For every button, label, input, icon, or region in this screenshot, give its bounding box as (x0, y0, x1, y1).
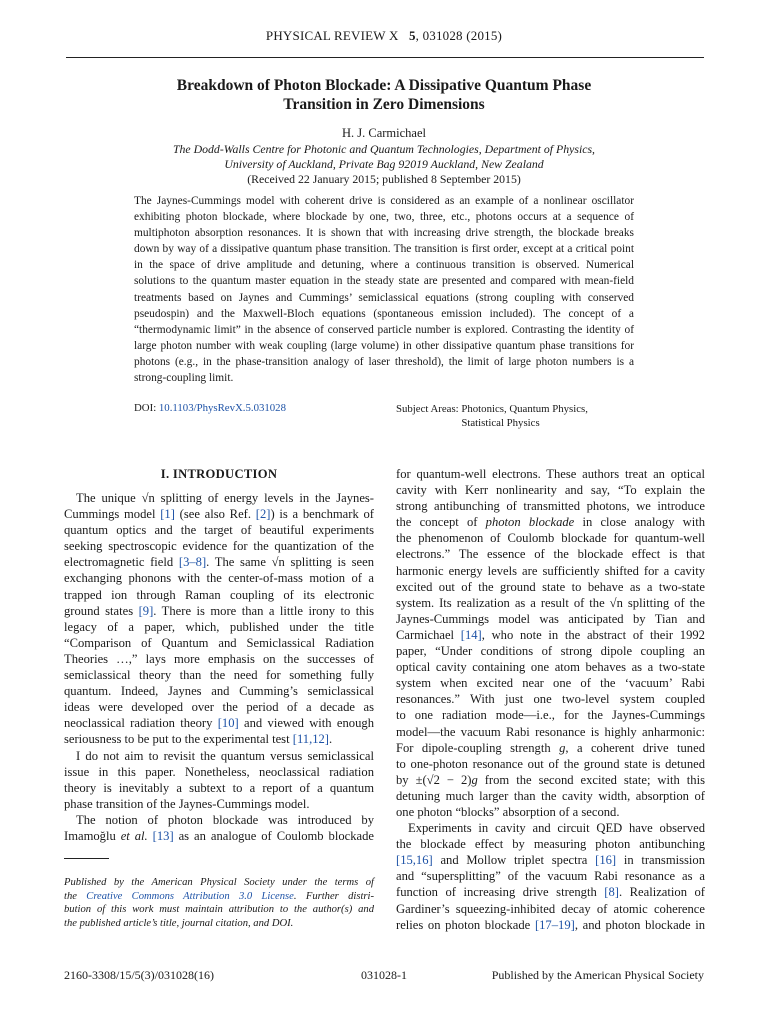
body-line: excited out of the ground state to behave as a two-state (396, 579, 705, 594)
affiliation-line: University of Auckland, Private Bag 92019 Auckland, New Zealand (224, 157, 544, 171)
citation-link[interactable]: [9] (138, 603, 154, 618)
body-line: “Comparison of Quantum and Semiclassical Radiation (64, 635, 374, 650)
article-number: 031028 (2015) (422, 28, 503, 43)
citation-link[interactable]: [1] (160, 507, 175, 522)
citation-link[interactable]: [8] (604, 885, 619, 900)
body-line: quantum. Indeed, Jaynes and Cumming’s semiclassical (64, 684, 374, 699)
body-line: semiclassical theory than the need for something fully (64, 668, 374, 683)
abstract-line: photons (e.g., in the phase-transition analogy of laser threshold), the limit of large photon numbers is a (134, 355, 634, 368)
body-line: For dipole-coupling strength g, a coherent drive tuned (396, 740, 705, 755)
author-name: H. J. Carmichael (341, 126, 426, 140)
citation-link[interactable]: [11,12] (292, 732, 330, 747)
body-line: theory is inevitably a subtext to a report of a quantum (64, 780, 374, 795)
footer-issn: 2160-3308/15/5(3)/031028(16) (64, 968, 214, 982)
abstract (134, 193, 634, 386)
header-rule (66, 57, 704, 58)
sqrt-n: √n (609, 595, 623, 610)
body-line: Cummings model [1] (see also Ref. [2]) is a benchmark of (64, 507, 374, 522)
body-line: detuning much larger than the cavity width, absorption of (396, 788, 705, 803)
title-line: Transition in Zero Dimensions (283, 96, 485, 113)
body-line: strong antibunching of transmitted photons, we introduce (396, 499, 705, 514)
footer-page-number: 031028-1 (361, 968, 407, 982)
footnote-rule (64, 858, 109, 859)
body-line: ground states [9]. There is more than a little irony to this (64, 603, 374, 618)
citation-link[interactable]: [10] (217, 716, 239, 731)
subject-value: Photonics, Quantum Physics, (461, 403, 588, 415)
body-line: paper, “Under conditions of strong dipole coupling an (396, 644, 705, 659)
abstract-line: strong-coupling limit. (134, 372, 234, 385)
doi-link[interactable]: 10.1103/PhysRevX.5.031028 (158, 402, 286, 414)
body-line: model—the vacuum Rabi resonance is highly anharmonic: (396, 724, 705, 739)
footnote-line: Published by the American Physical Society under the terms of (64, 877, 374, 888)
journal-name: PHYSICAL REVIEW X (265, 28, 399, 43)
running-header: PHYSICAL REVIEW X 5, 031028 (2015) (265, 28, 503, 43)
subject-value: Statistical Physics (461, 417, 540, 429)
body-line: phase transition of the Jaynes-Cummings model. (64, 796, 310, 811)
subject-areas (396, 402, 588, 430)
body-line: The notion of photon blockade was introduced by (76, 812, 374, 827)
abstract-line: large photon number with weak coupling (large volume) in other dissipative quantum phase transitions for (134, 339, 634, 352)
left-column (64, 466, 374, 844)
body-line: to one radiation mode—i.e., for the Jaynes-Cummings (396, 708, 705, 723)
body-line: Gardiner’s squeezing-inhibited decay of atomic coherence (396, 901, 705, 916)
sqrt-n: √n (271, 555, 285, 570)
body-line: Carmichael [14], who note in the abstract of their 1992 (396, 627, 705, 642)
body-line: and “supersplitting” of the vacuum Rabi resonance as a (396, 869, 705, 884)
body-line: Theories …,” lays more emphasis on the successes of (64, 651, 374, 666)
received-dates: (Received 22 January 2015; published 8 September 2015) (247, 172, 521, 186)
citation-link[interactable]: [3–8] (178, 555, 207, 570)
body-line: the phenomenon of Coulomb blockade for quantum-well (396, 531, 705, 546)
body-line: seriousness to be put to the experimental test [11,12]. (64, 732, 333, 747)
body-line: the blockade effect by measuring photon antibunching (396, 837, 705, 852)
body-line: for quantum-well electrons. These authors treat an optical (396, 467, 705, 481)
body-line: legacy of a paper, which, published under the title (64, 619, 374, 634)
abstract-line: solutions to the quantum master equation in the steady state are presented and compared with mean-field (134, 275, 634, 288)
abstract-line: The Jaynes-Cummings model with coherent drive is considered as an example of a nonlinear oscillator (134, 195, 634, 207)
body-line: Imamoğlu et al. [13] as an analogue of Coulomb blockade (64, 828, 374, 843)
body-line: system when excited near one of the ‘vacuum’ Rabi (396, 676, 705, 691)
body-line: cavity with Kerr nonlinearity and say, “To explain the (396, 483, 705, 498)
citation-link[interactable]: [14] (460, 627, 482, 642)
body-line: seeking spectroscopic evidence for the quantization of the (64, 539, 374, 554)
abstract-line: down by way of a dissipative quantum phase transition. The transition is first order, except at a critical point (134, 243, 634, 256)
abstract-line: multiphoton absorption resonances. It is shown that with increasing drive strength, the blockade breaks (134, 227, 634, 240)
body-line: issue in this paper. Nonetheless, neoclassical radiation (64, 764, 374, 779)
body-line: system. Its realization as a result of the √n splitting of the (396, 595, 705, 610)
abstract-line: pseudospin) and the Maxwell-Bloch equations (spontaneous emission included). The concept of a (134, 307, 634, 320)
abstract-line: treatments based on Jaynes and Cummings’ semiclassical equations (strong coupling with conserved (134, 291, 634, 304)
citation-link[interactable]: [17–19] (534, 917, 575, 932)
journal-volume: 5 (408, 28, 416, 43)
subject-label: Subject Areas: (396, 403, 459, 415)
footnote-line: the published article’s title, journal citation, and DOI. (64, 917, 294, 929)
footnote-line: bution of this work must maintain attribution to the author(s) and (64, 904, 374, 916)
body-line: trapped ion through Raman coupling of its electronic (64, 587, 374, 602)
body-line: to one-photon resonance out of the ground state is detuned (396, 756, 705, 771)
body-line: [15,16] and Mollow triplet spectra [16] in transmission (396, 853, 706, 868)
title-line: Breakdown of Photon Blockade: A Dissipative Quantum Phase (176, 77, 592, 94)
body-line: The unique √n splitting of energy levels in the Jaynes- (76, 491, 374, 505)
body-line: electromagnetic field [3–8]. The same √n splitting is seen (64, 555, 375, 570)
body-line: function of increasing drive strength [8]. Realization of (396, 885, 705, 900)
right-column (396, 466, 705, 933)
body-line: ideas were developed over the period of a decade as (64, 700, 374, 715)
body-line: one photon “blocks” absorption of a second. (396, 804, 620, 819)
body-line: quantum optics and the target of beautiful experiments (64, 523, 374, 538)
citation-link[interactable]: [16] (595, 853, 617, 868)
sqrt-n: √n (141, 491, 155, 505)
citation-link[interactable]: [2] (255, 507, 271, 522)
body-line: relies on photon blockade [17–19], and photon blockade in (396, 917, 705, 932)
body-line: by ±(√2 − 2)g from the second excited state; with this (396, 772, 705, 787)
license-footnote (64, 876, 374, 930)
body-line: the concept of photon blockade in close analogy with (396, 515, 705, 530)
body-line: I do not aim to revisit the quantum versus semiclassical (76, 748, 374, 763)
body-line: neoclassical radiation theory [10] and viewed with enough (64, 716, 374, 731)
body-line: exchanging phonons with the center-of-mass motion of a (64, 571, 374, 586)
abstract-line: “thermodynamic limit” in the absence of conserved particle number is explored. Contrasting the identity of (134, 323, 634, 336)
license-link[interactable]: Creative Commons Attribution 3.0 License (86, 890, 294, 902)
footnote-line: the Creative Commons Attribution 3.0 License. Further distri- (64, 890, 375, 902)
section-heading: I. INTRODUCTION (160, 467, 278, 481)
body-line: resonances.” With just one two-level system coupled (396, 692, 705, 707)
abstract-line: exhibiting photon blockade, where blockade by one, two, three, etc., photons occurs at a sequence of (134, 211, 634, 224)
affiliation (100, 142, 668, 187)
abstract-line: in the space of drive amplitude and detuning, where a continuous transition is observed. Numerical (134, 259, 634, 272)
doi (134, 402, 286, 414)
body-line: harmonic energy levels are sufficiently shifted for a cavity (396, 563, 705, 578)
doi-label: DOI: (134, 402, 157, 414)
affiliation-line: The Dodd-Walls Centre for Photonic and Quantum Technologies, Department of Physics, (172, 142, 596, 156)
footer-publisher: Published by the American Physical Society (491, 968, 704, 982)
citation-link[interactable]: [13] (152, 828, 174, 843)
article-title (110, 76, 658, 114)
body-line: optical cavity containing one atom behaves as a two-state (396, 660, 705, 675)
citation-link[interactable]: [15,16] (396, 853, 433, 868)
body-line: Experiments in cavity and circuit QED have observed (408, 821, 705, 836)
body-line: Jaynes-Cummings model was anticipated by Tian and (396, 611, 705, 626)
body-line: electrons.” The essence of the blockade effect is that (396, 547, 705, 562)
